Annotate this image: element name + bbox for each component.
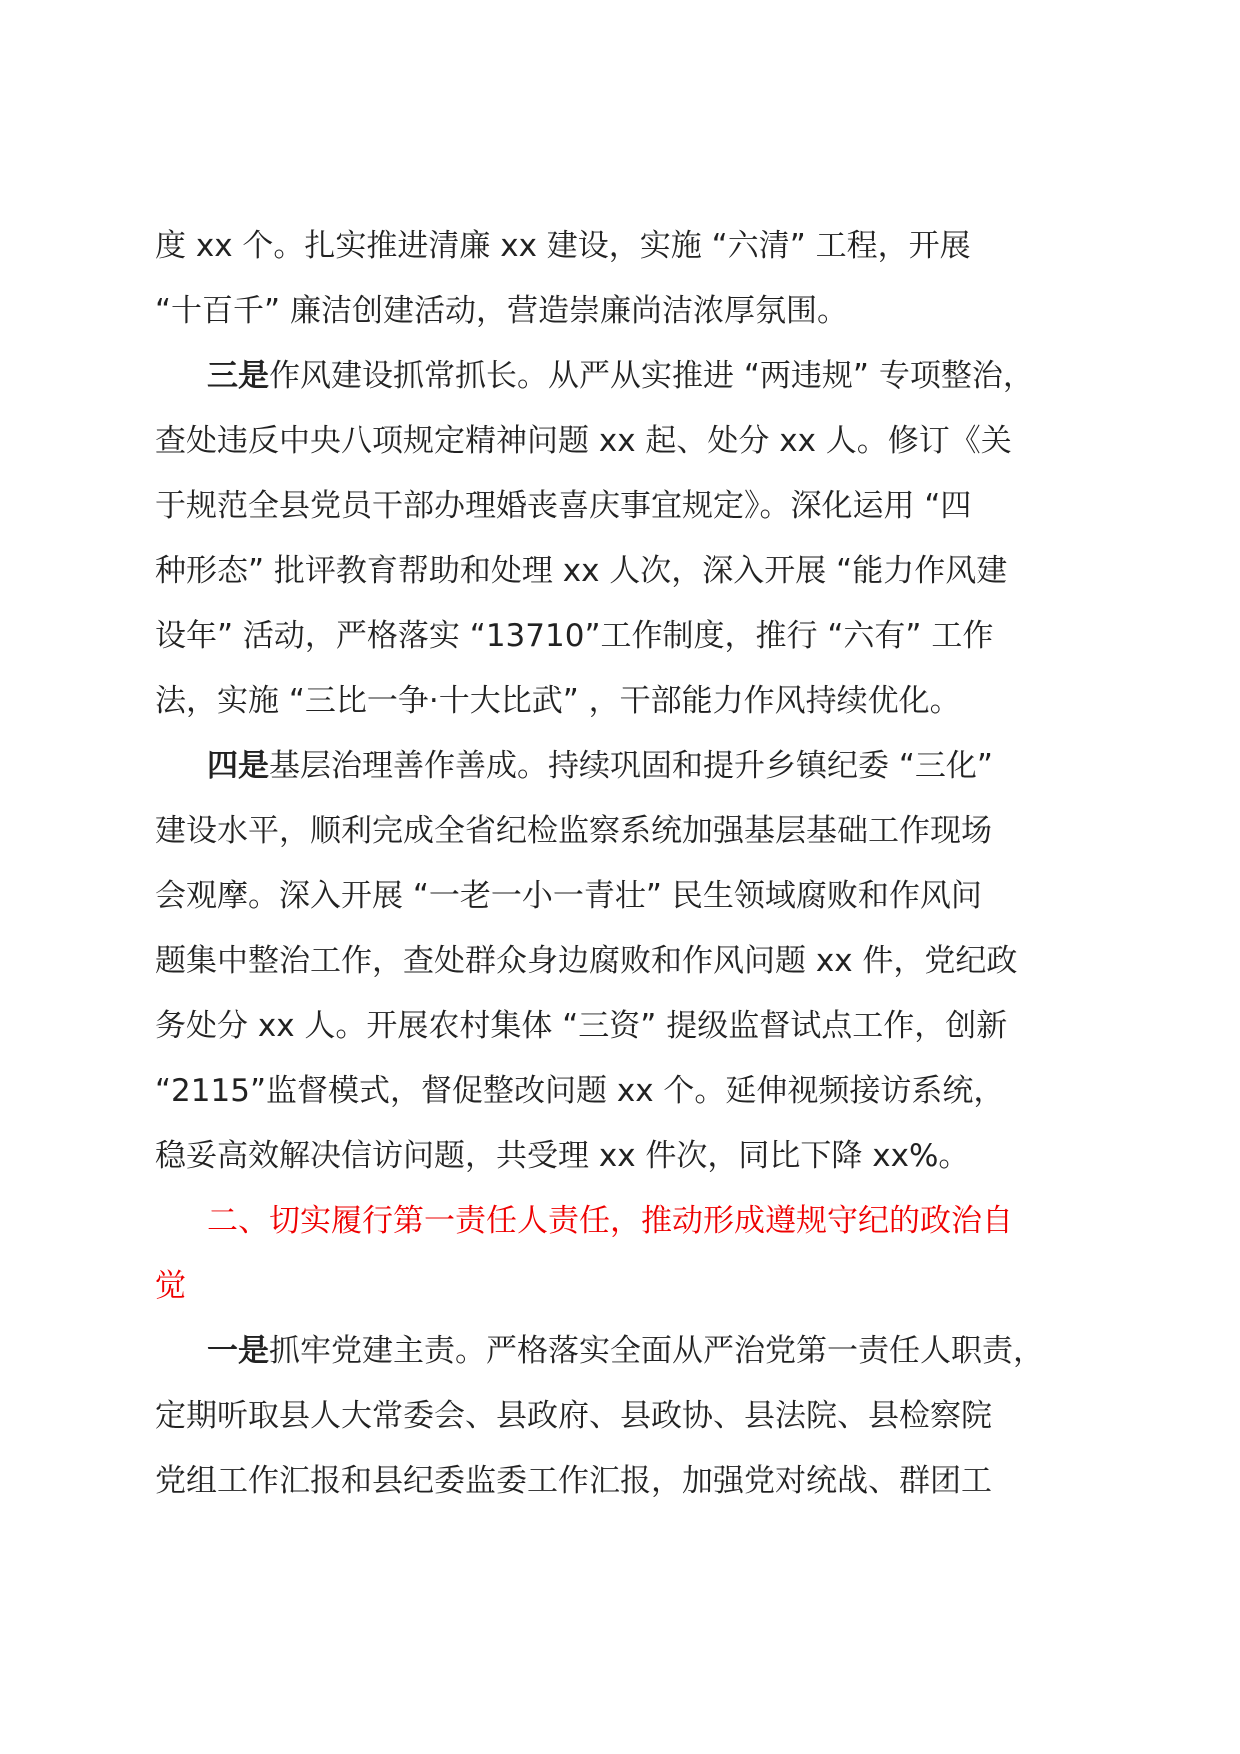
text-line: 种形态” 批评教育帮助和处理 xx 人次，深入开展 “能力作风建: [155, 553, 1008, 589]
text-line: “2115”监督模式，督促整改问题 xx 个。延伸视频接访系统，: [155, 1073, 1005, 1109]
text-line: 设年” 活动，严格落实 “13710”工作制度，推行 “六有” 工作: [155, 618, 994, 654]
text-line: 题集中整治工作，查处群众身边腐败和作风问题 xx 件，党纪政: [155, 943, 1018, 979]
text-run: 作风建设抓常抓长。从严从实推进 “两违规” 专项整治，: [269, 358, 1034, 394]
heading-line: 觉: [155, 1268, 186, 1304]
text-line: 于规范全县党员干部办理婚丧喜庆事宜规定》。深化运用 “四: [155, 488, 972, 524]
text-line: 务处分 xx 人。开展农村集体 “三资” 提级监督试点工作，创新: [155, 1008, 1008, 1044]
paragraph-section-three: [155, 344, 1095, 734]
text-run: 抓牢党建主责。严格落实全面从严治党第一责任人职责，: [269, 1333, 1044, 1369]
text-line: 度 xx 个。扎实推进清廉 xx 建设，实施 “六清” 工程，开展: [155, 228, 971, 264]
text-line: 稳妥高效解决信访问题，共受理 xx 件次，同比下降 xx%。: [155, 1138, 970, 1174]
section-heading: [155, 1189, 1095, 1319]
document-body: [155, 214, 1095, 1514]
paragraph-first-line: [155, 344, 1095, 409]
text-line: “十百千” 廉洁创建活动，营造崇廉尚洁浓厚氛围。: [155, 293, 848, 329]
text-line: 查处违反中央八项规定精神问题 xx 起、处分 xx 人。修订《关: [155, 423, 1012, 459]
text-line: 定期听取县人大常委会、县政府、县政协、县法院、县检察院: [155, 1398, 992, 1434]
paragraph-lead: 四是: [207, 748, 269, 784]
paragraph-first-line: [155, 1319, 1095, 1384]
paragraph-lead: 三是: [207, 358, 269, 394]
text-line: 党组工作汇报和县纪委监委工作汇报，加强党对统战、群团工: [155, 1463, 992, 1499]
text-line: 建设水平，顺利完成全省纪检监察系统加强基层基础工作现场: [155, 813, 992, 849]
text-line: 法，实施 “三比一争·十大比武” ，干部能力作风持续优化。: [155, 683, 961, 719]
text-run: 基层治理善作善成。持续巩固和提升乡镇纪委 “三化”: [269, 748, 993, 784]
text-line: 会观摩。深入开展 “一老一小一青壮” 民生领域腐败和作风问: [155, 878, 982, 914]
paragraph-continuation: [155, 214, 1095, 344]
heading-line: 二、切实履行第一责任人责任，推动形成遵规守纪的政治自: [207, 1203, 1013, 1239]
paragraph-lead: 一是: [207, 1333, 269, 1369]
paragraph-section-four: [155, 734, 1095, 1189]
paragraph-section-one: [155, 1319, 1095, 1514]
paragraph-first-line: [155, 734, 1095, 799]
